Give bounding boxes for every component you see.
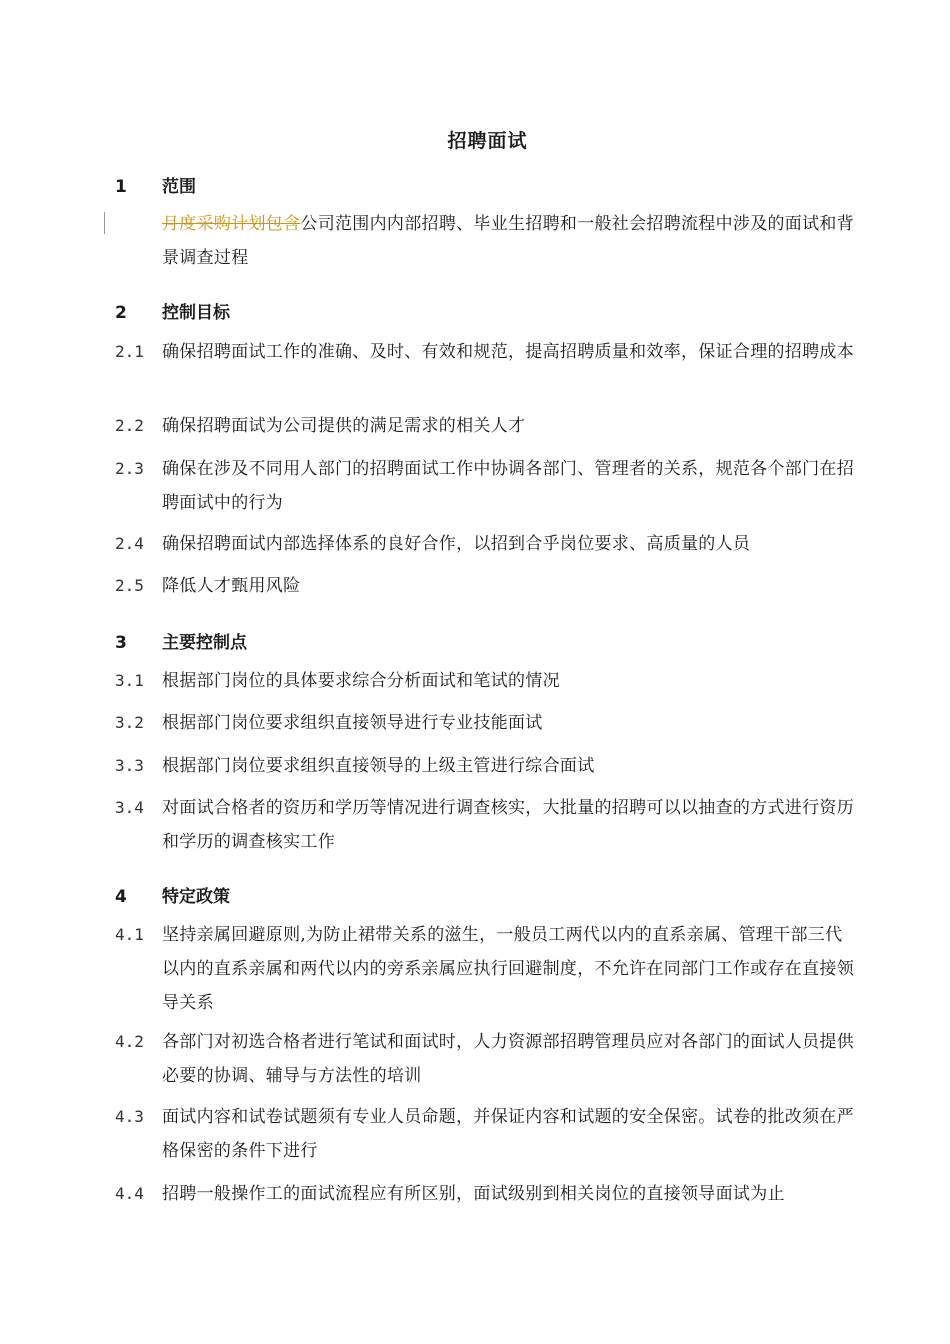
- list-item: [115, 569, 855, 603]
- scope-text: 公司范围内内部招聘、毕业生招聘和一般社会招聘流程中涉及的面试和背景调查过程: [162, 214, 855, 268]
- deleted-text: 月度采购计划包含: [162, 214, 301, 234]
- scope-paragraph: [115, 207, 855, 275]
- item-number: 2.2: [115, 416, 144, 435]
- item-text: 面试内容和试卷试题须有专业人员命题，并保证内容和试题的安全保密。试卷的批改须在严格保密的条件下进行: [162, 1107, 854, 1161]
- item-number: 3.3: [115, 756, 144, 775]
- section-title: 范围: [162, 177, 196, 197]
- revision-change-bar: [104, 212, 105, 234]
- list-item: [115, 1100, 855, 1168]
- section-number: 3: [115, 633, 127, 653]
- list-item: [115, 1025, 855, 1093]
- document-title: 招聘面试: [447, 130, 528, 152]
- item-text: 确保招聘面试内部选择体系的良好合作，以招到合乎岗位要求、高质量的人员: [162, 534, 751, 554]
- list-item: [115, 527, 855, 561]
- item-number: 4.3: [115, 1107, 144, 1126]
- item-number: 2.3: [115, 459, 144, 478]
- list-item: [115, 918, 855, 1020]
- list-item: [115, 409, 855, 443]
- section-title: 控制目标: [162, 303, 230, 323]
- item-text: 确保招聘面试为公司提供的满足需求的相关人才: [162, 416, 526, 436]
- section-heading-scope: [115, 172, 196, 197]
- item-text: 确保在涉及不同用人部门的招聘面试工作中协调各部门、管理者的关系，规范各个部门在招聘面试中的行为: [162, 459, 854, 513]
- item-number: 3.1: [115, 671, 144, 690]
- section-number: 2: [115, 303, 127, 323]
- item-number: 3.4: [115, 798, 144, 817]
- item-number: 4.2: [115, 1032, 144, 1051]
- item-text: 确保招聘面试工作的准确、及时、有效和规范，提高招聘质量和效率，保证合理的招聘成本: [162, 342, 854, 362]
- section-heading-control-points: [115, 628, 247, 653]
- section-number: 1: [115, 177, 127, 197]
- item-text: 坚持亲属回避原则,为防止裙带关系的滋生，一般员工两代以内的直系亲属、管理干部三代以内的直系亲属和两代以内的旁系亲属应执行回避制度，不允许在同部门工作或存在直接领导关系: [162, 925, 854, 1013]
- item-text: 对面试合格者的资历和学历等情况进行调查核实，大批量的招聘可以以抽查的方式进行资历和学历的调查核实工作: [162, 798, 854, 852]
- item-number: 4.4: [115, 1184, 144, 1203]
- item-text: 招聘一般操作工的面试流程应有所区别，面试级别到相关岗位的直接领导面试为止: [162, 1184, 785, 1204]
- item-text: 各部门对初选合格者进行笔试和面试时，人力资源部招聘管理员应对各部门的面试人员提供必要的协调、辅导与方法性的培训: [162, 1032, 854, 1086]
- list-item: [115, 335, 855, 369]
- item-text: 根据部门岗位要求组织直接领导进行专业技能面试: [162, 713, 543, 733]
- list-item: [115, 791, 855, 859]
- section-heading-policies: [115, 882, 230, 907]
- item-text: 根据部门岗位要求组织直接领导的上级主管进行综合面试: [162, 756, 595, 776]
- item-text: 根据部门岗位的具体要求综合分析面试和笔试的情况: [162, 671, 560, 691]
- item-text: 降低人才甄用风险: [162, 576, 301, 596]
- section-title: 特定政策: [162, 887, 230, 907]
- item-number: 4.1: [115, 925, 144, 944]
- list-item: [115, 452, 855, 520]
- section-number: 4: [115, 887, 127, 907]
- list-item: [115, 664, 855, 698]
- item-number: 2.5: [115, 576, 144, 595]
- item-number: 2.1: [115, 342, 144, 361]
- list-item: [115, 706, 855, 740]
- section-title: 主要控制点: [162, 633, 247, 653]
- item-number: 2.4: [115, 534, 144, 553]
- list-item: [115, 1177, 855, 1211]
- list-item: [115, 749, 855, 783]
- section-heading-objectives: [115, 298, 230, 323]
- item-number: 3.2: [115, 713, 144, 732]
